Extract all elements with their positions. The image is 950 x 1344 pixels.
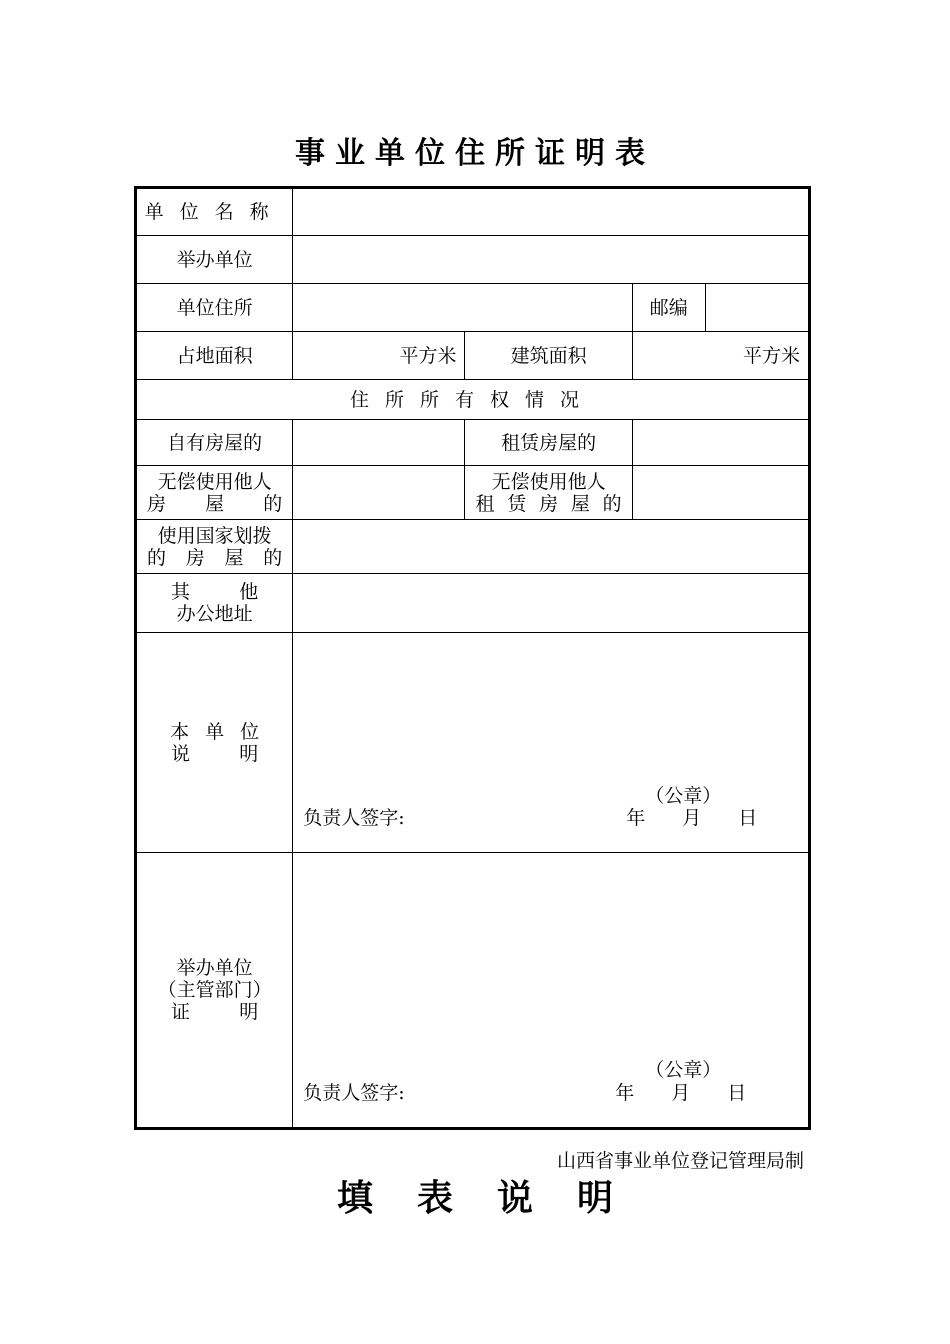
signer-label: 负责人签字: — [303, 1082, 405, 1104]
date-year: 年 — [626, 807, 646, 829]
seal-label: （公章） — [645, 1059, 722, 1081]
label-free-rent: 无偿使用他人 租 赁 房 屋 的 — [465, 466, 632, 520]
label-building-area: 建筑面积 — [465, 332, 632, 380]
field-unit-statement[interactable] — [293, 633, 810, 853]
label-sponsor-proof: 举办单位 （主管部门） 证 明 — [136, 853, 293, 1129]
label-address: 单位住所 — [136, 284, 293, 332]
field-sponsor-proof[interactable] — [293, 853, 810, 1129]
ownership-header: 住所所有权情况 — [136, 380, 810, 420]
date-month: 月 — [671, 1082, 691, 1104]
unit-statement-line2: 说 明 — [171, 742, 259, 765]
field-rent-house[interactable] — [632, 420, 809, 466]
page-title: 事业单位住所证明表 — [295, 136, 655, 171]
label-own-house: 自有房屋的 — [136, 420, 293, 466]
free-rent-line2: 租 赁 房 屋 的 — [475, 492, 622, 515]
field-building-area[interactable] — [632, 332, 809, 380]
field-state-alloc[interactable] — [293, 520, 810, 574]
label-unit-name: 单位名称 — [136, 188, 293, 236]
label-land-area: 占地面积 — [136, 332, 293, 380]
certificate-form — [134, 186, 811, 1130]
state-alloc-line2: 的 房 屋 的 — [147, 546, 283, 569]
seal-label: （公章） — [645, 785, 722, 807]
field-other-address[interactable] — [293, 574, 810, 633]
signer-label: 负责人签字: — [303, 807, 405, 829]
label-unit-statement: 本单位 说 明 — [136, 633, 293, 853]
free-use-line2: 房 屋 的 — [147, 492, 283, 515]
label-other-address: 其 他 办公地址 — [136, 574, 293, 633]
field-address[interactable] — [293, 284, 632, 332]
label-state-alloc: 使用国家划拨 的 房 屋 的 — [136, 520, 293, 574]
field-unit-name[interactable] — [293, 188, 810, 236]
date-day: 日 — [738, 807, 758, 829]
unit-sqm-building: 平方米 — [742, 344, 800, 367]
field-sponsor[interactable] — [293, 236, 810, 284]
label-rent-house: 租赁房屋的 — [465, 420, 632, 466]
sponsor-proof-line3: 证 明 — [171, 1001, 259, 1023]
other-line1: 其 他 — [171, 581, 259, 603]
date-year: 年 — [615, 1082, 635, 1104]
instructions-title: 填表说明 — [336, 1178, 657, 1219]
field-land-area[interactable] — [293, 332, 465, 380]
issuing-authority: 山西省事业单位登记管理局制 — [556, 1150, 804, 1172]
field-own-house[interactable] — [293, 420, 465, 466]
date-day: 日 — [727, 1082, 747, 1104]
field-free-rent[interactable] — [632, 466, 809, 520]
date-month: 月 — [682, 807, 702, 829]
field-free-use[interactable] — [293, 466, 465, 520]
field-postcode[interactable] — [705, 284, 809, 332]
label-postcode: 邮编 — [632, 284, 705, 332]
label-sponsor: 举办单位 — [136, 236, 293, 284]
unit-sqm-land: 平方米 — [399, 344, 457, 367]
label-free-use: 无偿使用他人 房 屋 的 — [136, 466, 293, 520]
